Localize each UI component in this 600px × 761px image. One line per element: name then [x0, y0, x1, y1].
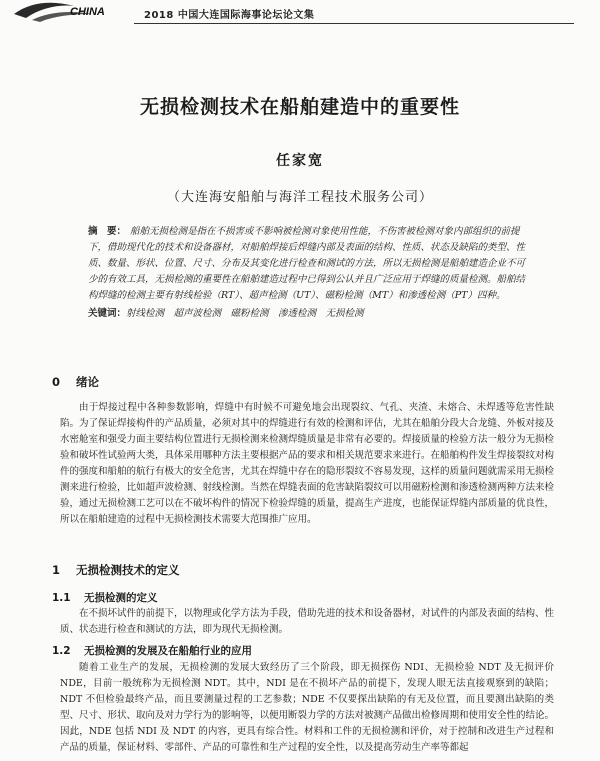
section-title: 无损检测技术的定义 [76, 563, 180, 577]
subsection-heading-1-1 [52, 590, 158, 605]
subsection-number: 1.2 [52, 645, 71, 657]
running-title: 2018 中国大连国际海事论坛论文集 [144, 10, 315, 21]
subsection-title: 无损检测的发展及在船舶行业的应用 [84, 645, 252, 657]
subsection-heading-1-2 [52, 643, 252, 658]
section-number: 1 [52, 563, 61, 577]
subsection-title: 无损检测的定义 [84, 592, 158, 604]
section-title: 绪论 [76, 375, 99, 389]
subsection-number: 1.1 [52, 592, 71, 604]
section-heading-1 [52, 562, 180, 578]
section-0-paragraph: 由于焊接过程中各种参数影响，焊缝中有时候不可避免地会出现裂纹、气孔、夹渣、未熔合、未焊透等危害性缺陷。为了保证焊接构件的产品质量，必须对其中的焊缝进行有效的检测和评估，尤其在船舶分段大合龙缝、外板对接及水密舱室和强受力面主要结构位置进行无损检测来检测焊缝质量是非常有必要的。焊接质量的检验方法一般分为无损检验和破坏性试验两大类，具体采用哪种方法主要根据产品的要求和相关规范要求来进行。在船舶构件发生焊接裂纹对构件的强度和船舶的航行有极大的安全危害，尤其在焊缝中存在的隐形裂纹不容易发现，这样的质量问题就需采用无损检测来进行检验，比如超声波检测、射线检测。当然在焊缝表面的危害缺陷裂纹可以用磁粉检测和渗透检测两种方法来检验，通过无损检测工艺可以在不破坏构件的情况下检验焊缝的质量，提高生产进度，也能保证焊缝内部质量的优良性，所以在船舶建造的过程中无损检测技术需要大范围推广应用。 [60, 402, 555, 525]
paper-affiliation: （大连海安船舶与海洋工程技术服务公司） [166, 190, 433, 205]
abstract [88, 224, 528, 322]
abstract-label: 摘 要： [88, 226, 127, 237]
keywords-label: 关键词： [88, 308, 127, 319]
paper-author: 任家宽 [276, 153, 324, 169]
header-divider [134, 23, 574, 24]
running-header [0, 0, 600, 28]
subsection-1-1-paragraph: 在不损坏试件的前提下，以物理或化学方法为手段，借助先进的技术和设备器材，对试件的内部及表面的结构、性质、状态进行检查和测试的方法，即为现代无损检测。 [60, 608, 555, 635]
keywords [88, 306, 528, 322]
conference-logo-icon [12, 0, 122, 22]
subsection-1-2-paragraph: 随着工业生产的发展，无损检测的发展大致经历了三个阶段，即无损探伤 NDI、无损检验 NDT 及无损评价 NDE，目前一般统称为无损检测 NDT。其中，NDI 是在不损坏产品的前提下，发现人眼无法直接观察到的缺陷；NDT 不但检验最终产品，而且要测量过程的工艺参数；NDE 不仅要探出缺陷的有无及位置，而且要测出缺陷的类型、尺寸、形状、取向及对力学行为的影响等，以便用断裂力学的方法对被测产品做出检修周期和使用安全性的结论。因此，NDE 包括 NDI 及 NDT 的内容，更具有综合性。材料和工件的无损检测和评价，对于控制和改进生产过程和产品的质量，保证材料、零部件、产品的可靠性和生产过程的安全性，以及提高劳动生产率等都起 [60, 662, 555, 753]
logo-text: CHINA [70, 6, 105, 18]
keywords-text: 射线检测 超声波检测 磁粉检测 渗透检测 无损检测 [126, 308, 364, 319]
section-heading-0 [52, 374, 99, 390]
abstract-text: 船舶无损检测是指在不损害或不影响被检测对象使用性能，不伤害被检测对象内部组织的前提下，借助现代化的技术和设备器材，对船舶焊接后焊缝内部及表面的结构、性质、状态及缺陷的类型、性质、数量、形状、位置、尺寸、分布及其变化进行检查和测试的方法，所以无损检测是船舶建造企业不可少的有效工具，无损检测的重要性在船舶建造过程中已得到公认并且广泛应用于焊缝的质量检测。船舶结构焊缝的检测主要有射线检验（RT）、超声检测（UT）、磁粉检测（MT）和渗透检测（PT）四种。 [88, 226, 526, 301]
paper-title: 无损检测技术在船舶建造中的重要性 [139, 96, 460, 118]
section-number: 0 [52, 375, 61, 389]
